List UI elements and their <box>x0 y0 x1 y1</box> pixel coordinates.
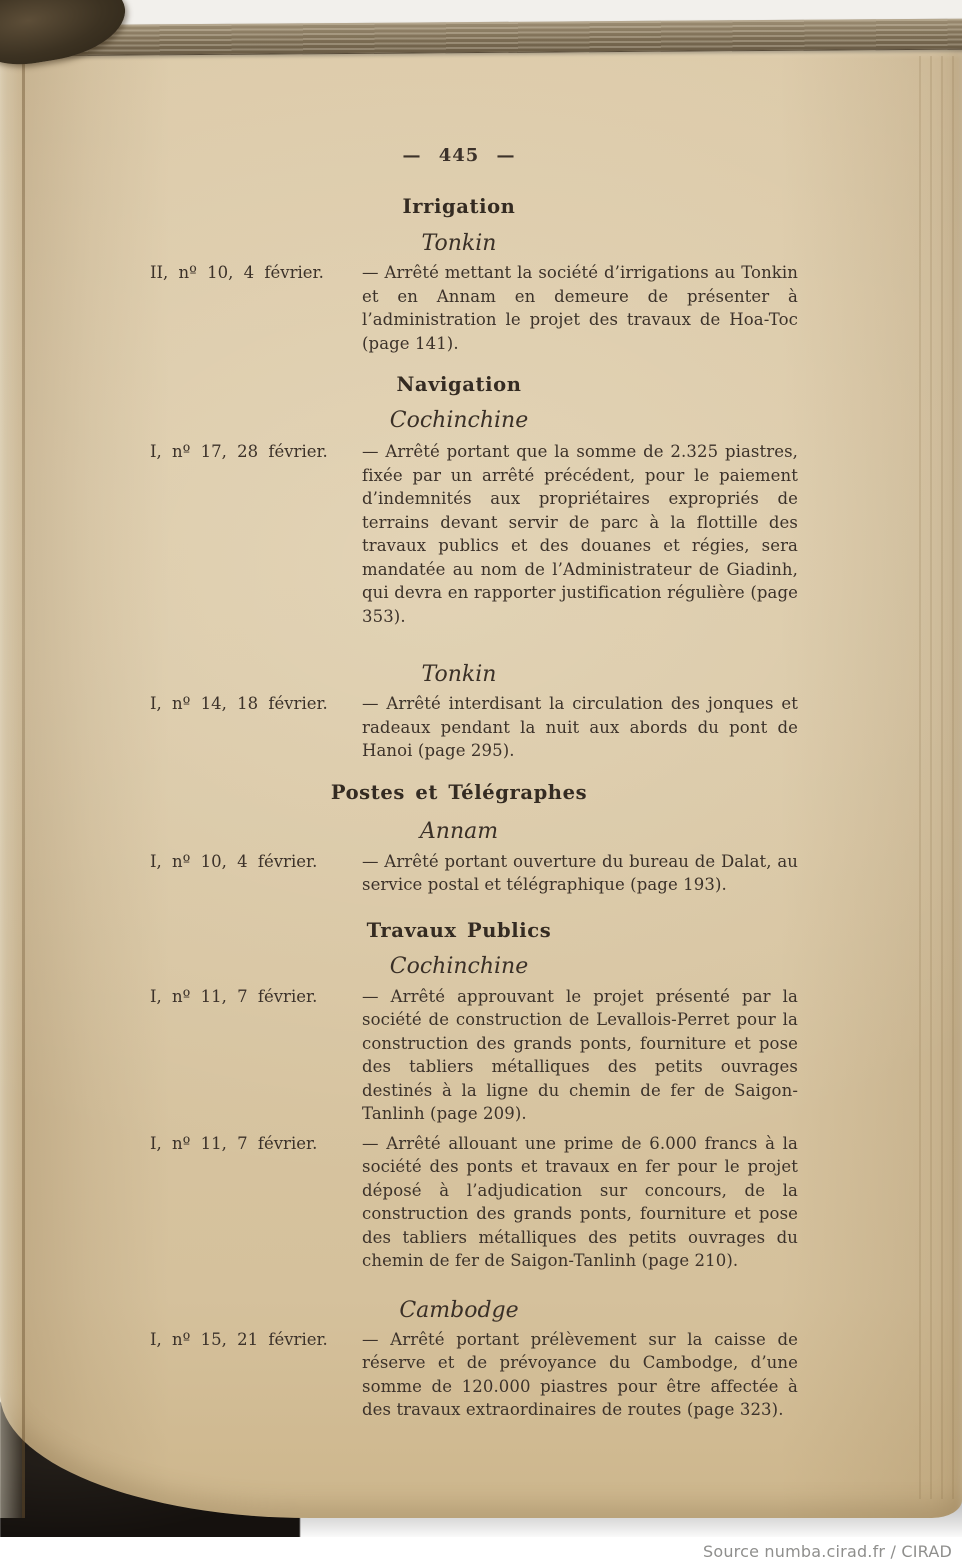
decree-entry <box>150 261 798 355</box>
entry-ref: I, nº 11, 7 février. <box>150 986 318 1006</box>
subsection-region-annam: Annam <box>419 818 499 844</box>
entry-ref: I, nº 11, 7 février. <box>150 1133 318 1153</box>
subsection-region-cambodge: Cambodge <box>399 1297 519 1323</box>
entry-text: — Arrêté allouant une prime de 6.000 francs à la société des ponts et travaux en fer pour le projet déposé à l’adjudication sur concours, de la construction des grands ponts, fourniture et pose des tabliers métalliques des petits ouvrages du chemin de fer de Saigon-Tanlinh (page 210). <box>362 1133 798 1270</box>
entry-text: — Arrêté portant ouverture du bureau de Dalat, au service postal et télégraphique (page 193). <box>362 851 798 894</box>
subsection-region-cochinchine: Cochinchine <box>389 408 529 433</box>
right-page-edges <box>910 56 954 1499</box>
decree-entry <box>150 1132 798 1273</box>
subsection-region-tonkin: Tonkin <box>421 231 497 256</box>
decree-entry <box>150 440 798 628</box>
left-page-fold <box>0 46 22 1518</box>
entry-ref: II, nº 10, 4 février. <box>150 263 324 282</box>
book-page <box>0 46 962 1518</box>
source-bar <box>0 1537 962 1566</box>
subsection-region-cochinchine: Cochinchine <box>389 953 529 979</box>
left-fold-line <box>22 46 25 1518</box>
entry-text: — Arrêté portant prélèvement sur la caisse de réserve et de prévoyance du Cambodge, d’une somme de 120.000 piastres pour être affectée à des travaux extraordinaires de routes (page 323). <box>362 1329 798 1419</box>
entry-text: — Arrêté portant que la somme de 2.325 piastres, fixée par un arrêté précédent, pour le paiement d’indemnités aux propriétaires expropriés de terrains devant servir de parc à la flottille des travaux publics et des douanes et régies, sera mandatée au nom de l’Administrateur de Giadinh, qui devra en rapporter justification régulière (page 353). <box>362 442 798 626</box>
decree-entry <box>150 850 798 897</box>
decree-entry <box>150 985 798 1126</box>
page-content <box>150 46 798 1422</box>
section-title-travaux-publics: Travaux Publics <box>366 918 552 942</box>
entry-ref: I, nº 15, 21 février. <box>150 1329 328 1349</box>
entry-ref: I, nº 17, 28 février. <box>150 442 328 461</box>
entry-text: — Arrêté interdisant la circulation des jonques et radeaux pendant la nuit aux abords du pont de Hanoi (page 295). <box>362 694 798 760</box>
decree-entry <box>150 1328 798 1422</box>
entry-text: — Arrêté approuvant le projet présenté par la société de construction de Levallois-Perret pour la construction des grands ponts, fourniture et pose des tabliers métalliques des petits ouvrages destinés à la ligne du chemin de fer de Saigon-Tanlinh (page 209). <box>362 986 798 1123</box>
section-title-irrigation: Irrigation <box>402 195 516 218</box>
source-label: Source numba.cirad.fr / CIRAD <box>702 1542 952 1561</box>
subsection-region-tonkin: Tonkin <box>421 662 497 687</box>
decree-entry <box>150 692 798 763</box>
entry-ref: I, nº 10, 4 février. <box>150 851 318 871</box>
page-number: — 445 — <box>402 145 516 166</box>
section-title-navigation: Navigation <box>396 373 522 396</box>
entry-ref: I, nº 14, 18 février. <box>150 694 328 713</box>
entry-text: — Arrêté mettant la société d’irrigations au Tonkin et en Annam en demeure de présenter à l’administration le projet des travaux de Hoa-Toc (page 141). <box>362 263 798 353</box>
section-title-postes-telegraphes: Postes et Télégraphes <box>330 780 588 804</box>
